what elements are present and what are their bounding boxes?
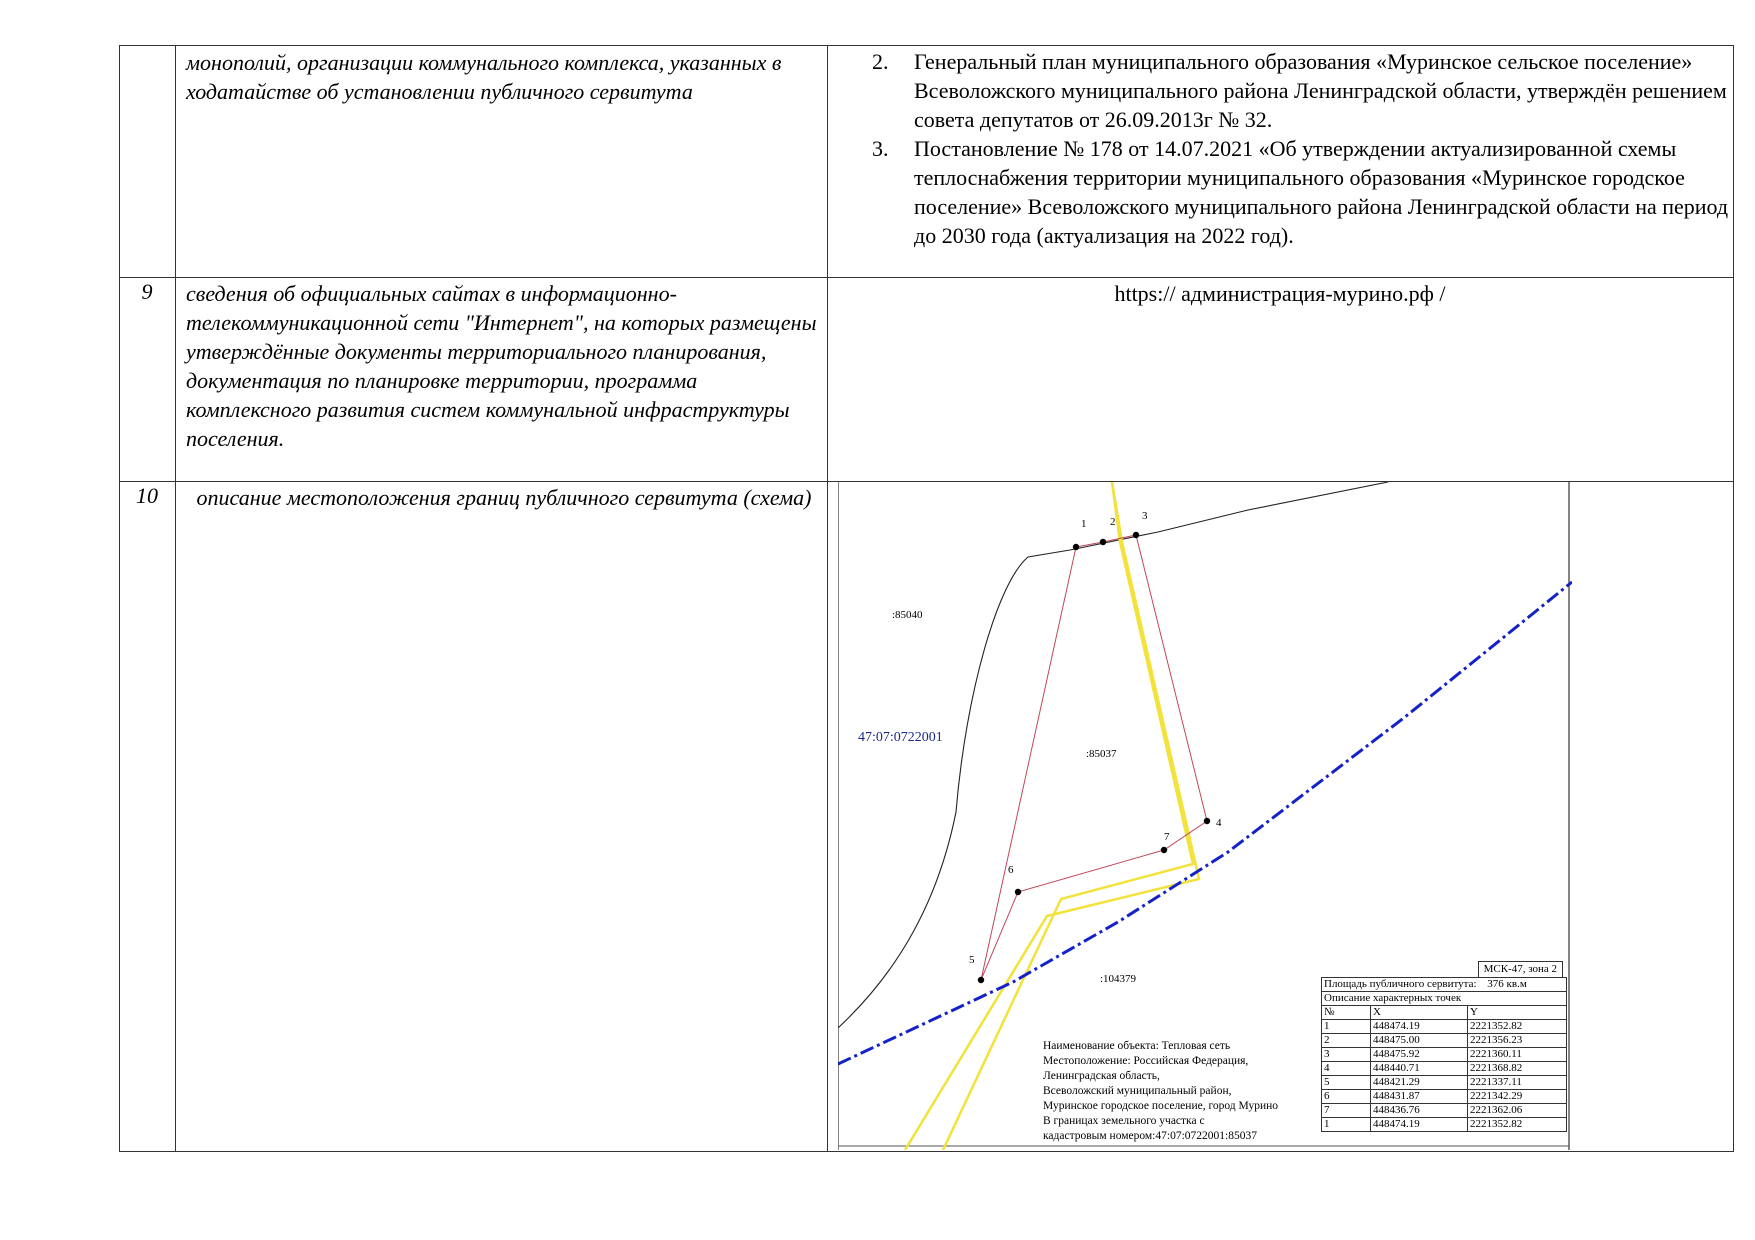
cadastral-block-label: 47:07:0722001 bbox=[858, 730, 943, 745]
cell: 2221352.82 bbox=[1468, 1118, 1567, 1132]
list-item-text: Постановление № 178 от 14.07.2021 «Об утверждении актуализированной схемы теплоснабжения территории муниципального образования «Муринское городское поселение» Всеволожского муниципального района Ленинградской области на период до 2030 года (актуализация на 2022 год). bbox=[914, 136, 1729, 248]
point-label: 5 bbox=[969, 954, 975, 966]
table-row bbox=[1322, 978, 1567, 992]
cell: 448475.00 bbox=[1371, 1034, 1468, 1048]
list-item bbox=[872, 47, 1730, 134]
row-divider bbox=[120, 277, 1733, 278]
cell: 4 bbox=[1322, 1062, 1371, 1076]
row-description: описание местоположения границ публичного сервитута (схема) bbox=[196, 485, 812, 510]
cell: 448440.71 bbox=[1371, 1062, 1468, 1076]
point-label: 6 bbox=[1008, 864, 1014, 876]
official-site-link[interactable]: https:// администрация-мурино.рф / bbox=[1114, 281, 1446, 306]
column-divider bbox=[827, 46, 828, 1151]
table-header-row bbox=[1322, 1006, 1567, 1020]
cell: 448431.87 bbox=[1371, 1090, 1468, 1104]
coordinates-table bbox=[1321, 977, 1567, 1132]
cell: 2221337.11 bbox=[1468, 1076, 1567, 1090]
cell: 448474.19 bbox=[1371, 1020, 1468, 1034]
cell: 448436.76 bbox=[1371, 1104, 1468, 1118]
column-header: Y bbox=[1468, 1006, 1567, 1020]
cell: 2221360.11 bbox=[1468, 1048, 1567, 1062]
point-1 bbox=[1073, 544, 1079, 550]
column-divider bbox=[175, 46, 176, 1151]
cell: 448474.19 bbox=[1371, 1118, 1468, 1132]
table-row bbox=[1322, 1118, 1567, 1132]
point-4 bbox=[1204, 818, 1210, 824]
point-2 bbox=[1100, 539, 1106, 545]
point-label: 3 bbox=[1142, 510, 1148, 522]
column-header: X bbox=[1371, 1006, 1468, 1020]
column-header: № bbox=[1322, 1006, 1371, 1020]
table-row bbox=[1322, 1062, 1567, 1076]
row-description: сведения об официальных сайтах в информационно-телекоммуникационной сети "Интернет", на которых размещены утверждённые документы территориального планирования, документация по планировке территории, программа комплексного развития систем коммунальной инфраструктуры поселения. bbox=[186, 281, 817, 451]
cell: 5 bbox=[1322, 1076, 1371, 1090]
row-description: монополий, организации коммунального комплекса, указанных в ходатайстве об установлении публичного сервитута bbox=[186, 50, 782, 104]
table-row bbox=[1322, 1104, 1567, 1118]
cell: 2221362.06 bbox=[1468, 1104, 1567, 1118]
list-item-number: 3. bbox=[872, 136, 889, 161]
point-label: 1 bbox=[1081, 518, 1087, 530]
list-item bbox=[872, 134, 1730, 250]
crs-label: МСК-47, зона 2 bbox=[1478, 961, 1563, 978]
table-row bbox=[1322, 992, 1567, 1006]
object-info-line: В границах земельного участка с bbox=[1043, 1115, 1205, 1127]
row-number: 10 bbox=[136, 483, 158, 508]
object-info-line: Наименование объекта: Тепловая сеть bbox=[1043, 1040, 1231, 1052]
cell: 2 bbox=[1322, 1034, 1371, 1048]
servitude-scheme bbox=[838, 482, 1572, 1150]
cell: 1 bbox=[1322, 1020, 1371, 1034]
cell: 2221368.82 bbox=[1468, 1062, 1567, 1076]
cell: 1 bbox=[1322, 1118, 1371, 1132]
object-info-line: Ленинградская область, bbox=[1043, 1070, 1160, 1082]
point-label: 4 bbox=[1216, 817, 1222, 829]
area-value: 376 кв.м bbox=[1487, 978, 1527, 990]
point-3 bbox=[1133, 532, 1139, 538]
cell: 6 bbox=[1322, 1090, 1371, 1104]
points-title: Описание характерных точек bbox=[1322, 992, 1567, 1006]
cell: 448421.29 bbox=[1371, 1076, 1468, 1090]
cell: 448475.92 bbox=[1371, 1048, 1468, 1062]
row-number: 9 bbox=[141, 279, 153, 304]
table-row bbox=[1322, 1034, 1567, 1048]
point-label: 7 bbox=[1164, 831, 1170, 843]
area-label: Площадь публичного сервитута: bbox=[1324, 978, 1477, 990]
object-info-line: Местоположение: Российская Федерация, bbox=[1043, 1055, 1249, 1067]
object-info bbox=[1043, 1039, 1313, 1144]
table-row bbox=[1322, 1020, 1567, 1034]
point-6 bbox=[1015, 889, 1021, 895]
point-label: 2 bbox=[1110, 516, 1116, 528]
cell: 3 bbox=[1322, 1048, 1371, 1062]
parcel-label: :104379 bbox=[1100, 973, 1137, 985]
object-info-line: Муринское городское поселение, город Мурино bbox=[1043, 1100, 1279, 1112]
area-cell bbox=[1322, 978, 1567, 992]
table-row bbox=[1322, 1076, 1567, 1090]
documents-list bbox=[872, 47, 1730, 250]
point-5 bbox=[978, 977, 984, 983]
parcel-label: :85037 bbox=[1086, 748, 1117, 760]
cell: 2221352.82 bbox=[1468, 1020, 1567, 1034]
object-info-line: кадастровым номером:47:07:0722001:85037 bbox=[1043, 1130, 1257, 1142]
list-item-number: 2. bbox=[872, 49, 889, 74]
cell: 2221356.23 bbox=[1468, 1034, 1567, 1048]
cell: 2221342.29 bbox=[1468, 1090, 1567, 1104]
parcel-label: :85040 bbox=[892, 609, 923, 621]
cell: 7 bbox=[1322, 1104, 1371, 1118]
point-7 bbox=[1161, 847, 1167, 853]
list-item-text: Генеральный план муниципального образования «Муринское сельское поселение» Всеволожского муниципального района Ленинградской области, утверждён решением совета депутатов от 26.09.2013г № 32. bbox=[914, 49, 1727, 132]
object-info-line: Всеволожский муниципальный район, bbox=[1043, 1085, 1232, 1097]
table-row bbox=[1322, 1048, 1567, 1062]
table-row bbox=[1322, 1090, 1567, 1104]
